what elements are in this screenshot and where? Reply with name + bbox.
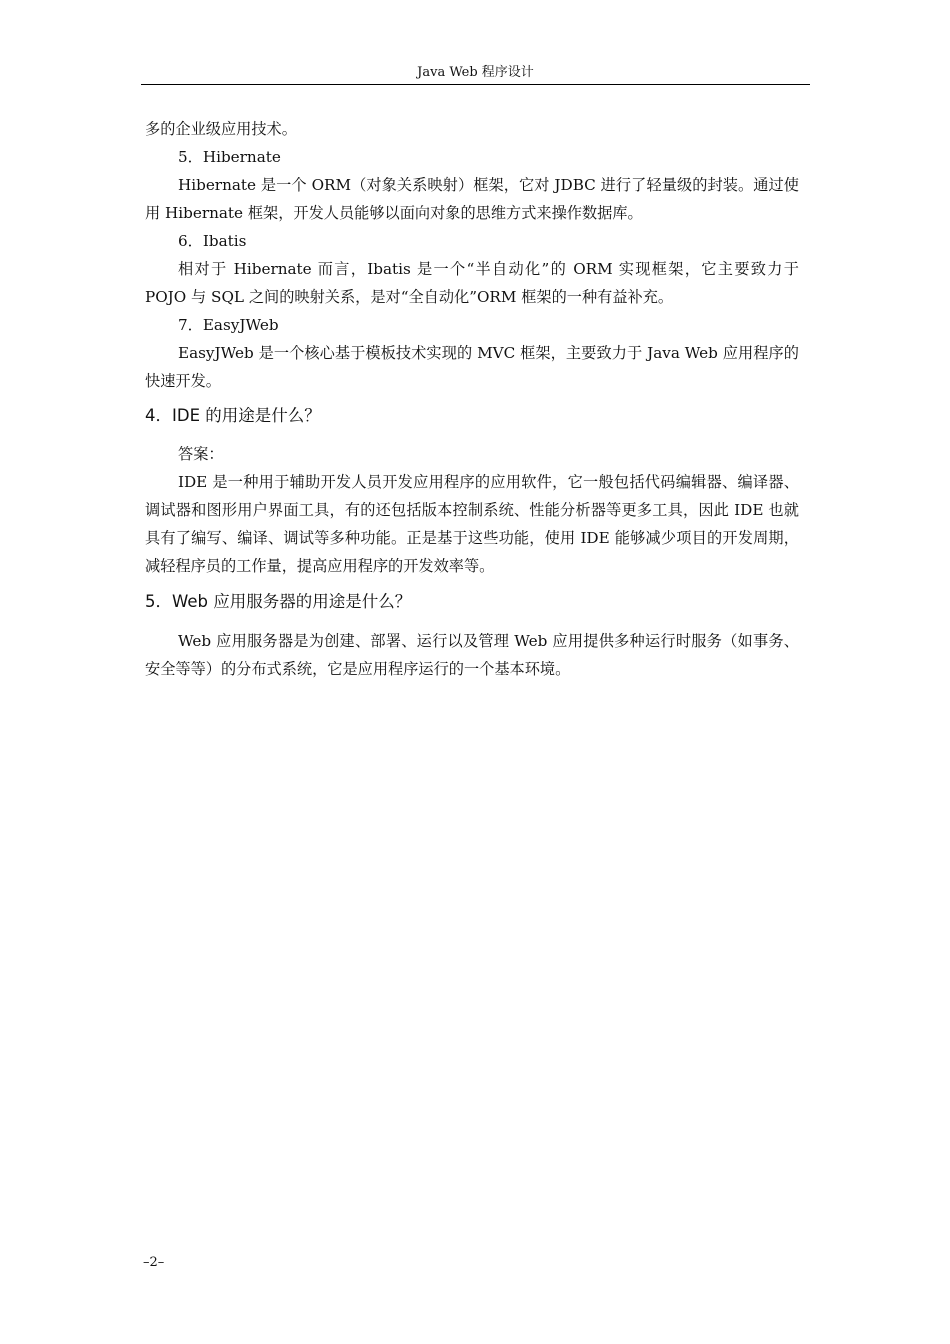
question-5-title: 5．Web 应用服务器的用途是什么？ (145, 592, 412, 611)
page-number: –2– (143, 1255, 165, 1270)
item-heading-easyjweb: 7．EasyJWeb (178, 316, 279, 334)
continuation-text: 多的企业级应用技术。 (145, 120, 297, 138)
item-text-easyjweb: EasyJWeb 是一个核心基于模板技术实现的 MVC 框架，主要致力于 Java Web 应用程序的快速开发。 (145, 344, 799, 390)
question-5-answer (145, 627, 799, 683)
item-text-ibatis: 相对于 Hibernate 而言，Ibatis 是一个“半自动化”的 ORM 实现框架，它主要致力于 POJO 与 SQL 之间的映射关系，是对“全自动化”ORM 框架的一种有益补充。 (145, 260, 799, 306)
item-text-hibernate: Hibernate 是一个 ORM（对象关系映射）框架，它对 JDBC 进行了轻量级的封装。通过使用 Hibernate 框架，开发人员能够以面向对象的思维方式来操作数据库。 (145, 176, 799, 222)
section-frameworks (145, 115, 799, 395)
item-heading-ibatis: 6．Ibatis (178, 232, 247, 250)
question-5-answer-text: Web 应用服务器是为创建、部署、运行以及管理 Web 应用提供多种运行时服务（如事务、安全等等）的分布式系统，它是应用程序运行的一个基本环境。 (145, 632, 799, 678)
answer-label: 答案： (178, 445, 224, 463)
page-header (141, 64, 810, 85)
page-header-title: Java Web 程序设计 (417, 65, 534, 80)
question-4-title: 4．IDE 的用途是什么？ (145, 406, 321, 425)
item-heading-hibernate: 5．Hibernate (178, 148, 281, 166)
question-4-answer-text: IDE 是一种用于辅助开发人员开发应用程序的应用软件，它一般包括代码编辑器、编译器、调试器和图形用户界面工具，有的还包括版本控制系统、性能分析器等更多工具，因此 IDE 也就具有了编写、编译、调试等多种功能。正是基于这些功能，使用 IDE 能够减少项目的开发周期，减轻程序员的工作量，提高应用程序的开发效率等。 (145, 473, 799, 575)
question-4-answer (145, 440, 799, 580)
